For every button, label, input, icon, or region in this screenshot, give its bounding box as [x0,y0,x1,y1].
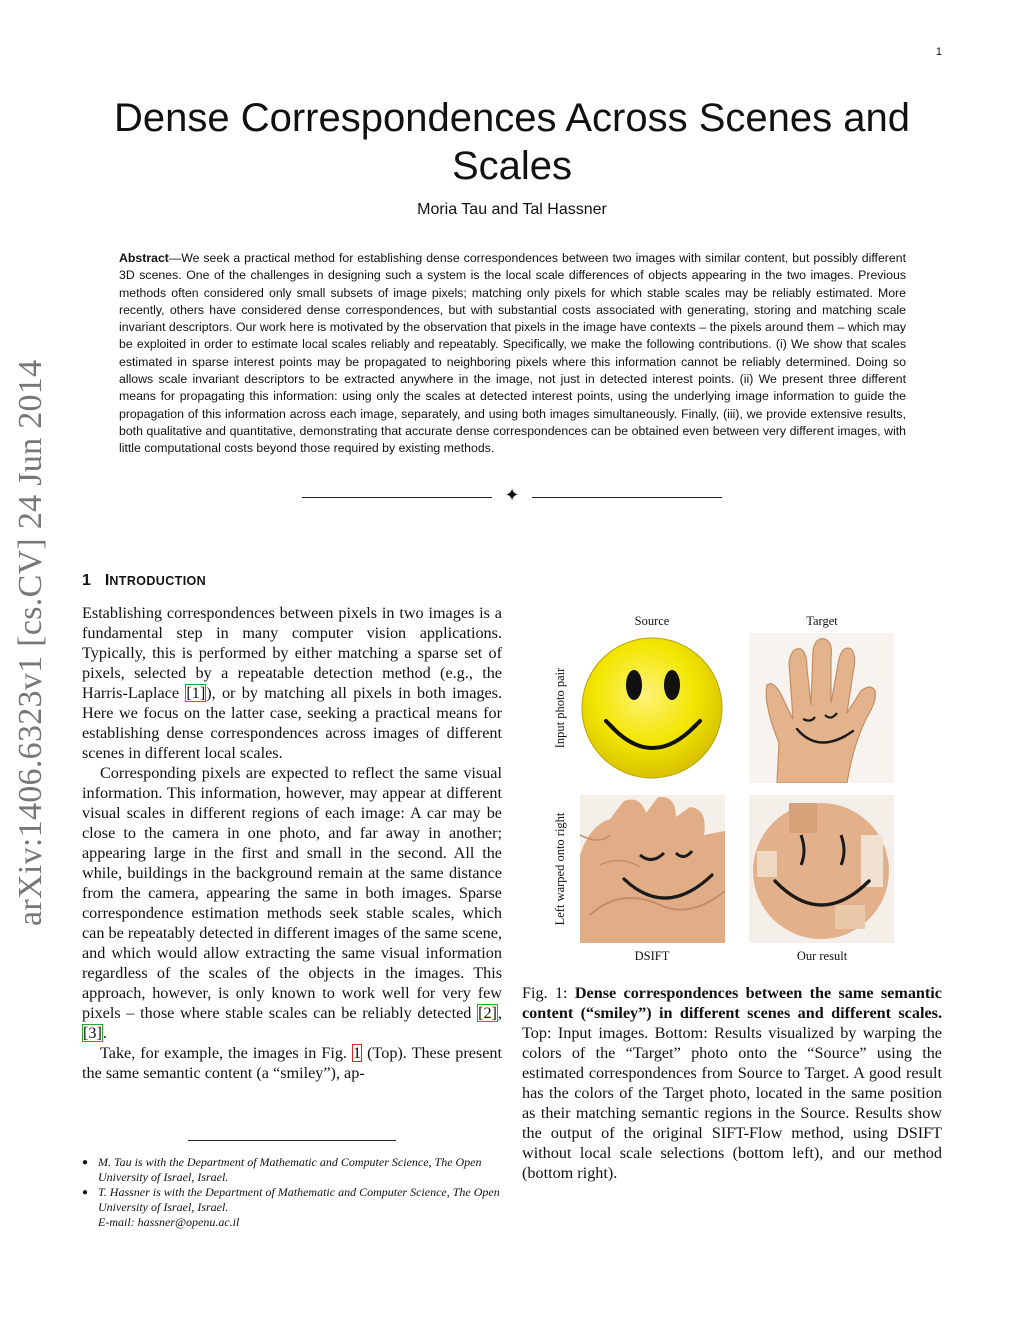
caption-bold: Dense correspondences between the same semantic content (“smiley”) in different scenes and different scales. [522,984,942,1022]
footnote: ● T. Hassner is with the Department of Mathematic and Computer Science, The Open University of Israel, Israel. E-mail: hassner@openu.ac.il [82,1185,500,1229]
caption-text: Top: Input images. Bottom: Results visualized by warping the colors of the “Target” photo onto the “Source” using the estimated correspondences from Source to Target. A good result has the colors of the Target photo, located in the same position as their matching semantic regions in the Source. Results show the output of the original SIFT-Flow method, using DSIFT without local scale selections (bottom left), and our method (bottom right). [522,1024,942,1182]
section-title-initial: I [104,572,110,589]
caption-label: Fig. 1: [522,984,575,1002]
section-divider [302,485,722,505]
paragraph-2: Corresponding pixels are expected to reflect the same visual information. This information, however, may appear at different visual scales in different regions of each image: A car may be close to the camera in one photo, and far away in another; appearing large in the first and small in the second. All the while, buildings in the background remain at the same distance from the camera, appearing the same in both images. Sparse correspondence estimation methods seek stable scales, which can be repeatably detected in different images of the same scene, and which would allow extracting the same visual information regardless of the scales of the objects in the images. This approach, however, is only known to work well for very few pixels – those where stable scales can be reliably detected [2], [3]. [82,764,502,1042]
arxiv-stamp: arXiv:1406.6323v1 [cs.CV] 24 Jun 2014 [12,359,49,926]
figure-caption [522,983,942,1183]
figure-label-dsift: DSIFT [634,949,670,963]
abstract [119,250,906,458]
divider-star-icon: ✦ [504,485,520,505]
citation-link[interactable]: [2] [478,1004,497,1022]
our-result-image [749,795,894,943]
citation-link[interactable]: [1] [186,684,206,702]
section-heading [82,572,206,590]
citation-link[interactable]: [3] [83,1024,102,1042]
intro-body [82,603,502,1083]
footnote-rule [188,1140,396,1141]
footnote: ● M. Tau is with the Department of Mathematic and Computer Science, The Open University of Israel, Israel. [82,1155,482,1184]
source-smiley-image [580,633,725,783]
paper-authors: Moria Tau and Tal Hassner [417,201,607,218]
abstract-text: —We seek a practical method for establishing dense correspondences between two images with similar content, but possibly different 3D scenes. One of the challenges in designing such a system is the local scale differences of objects appearing in the two images. Previous methods often considered only small subsets of image pixels; matching only pixels for which stable scales may be reliably estimated. More recently, others have considered dense correspondences, but with substantial costs associated with generating, storing and matching scale invariant descriptors. Our work here is motivated by the observation that pixels in the image have contexts – the pixels around them – which may be exploited in order to estimate local scales reliably and repeatably. Specifically, we make the following contributions. (i) We show that scales estimated in sparse interest points may be propagated to neighboring pixels where this information cannot be reliably determined. Doing so allows scale invariant descriptors to be extracted anywhere in the image, not just in detected interest points. (ii) We present three different means for propagating this information: using only the scales at detected interest points, using the underlying image information to guide the propagation of this information across each image, separately, and using both images simultaneously. Finally, (iii), we provide extensive results, both qualitative and quantitative, demonstrating that accurate dense correspondences can be obtained even between very different images, with little computational costs beyond those required by existing methods. [119,251,906,456]
paragraph-3: Take, for example, the images in Fig. 1 (Top). These present the same semantic content (a “smiley”), ap- [82,1044,502,1082]
dsift-result-image [580,795,725,943]
figure-label-source: Source [634,614,670,628]
page-number: 1 [935,46,942,58]
section-number: 1 [82,572,91,589]
figure-link[interactable]: 1 [352,1044,362,1062]
figure-label-input-pair: Input photo pair [553,667,567,749]
figure-label-warped: Left warped onto right [553,812,567,926]
abstract-label: Abstract [119,251,169,265]
paragraph-1: Establishing correspondences between pixels in two images is a fundamental step in many computer vision applications. Typically, this is performed by either matching a sparse set of pixels, selected by a repeatable detection method (e.g., the Harris-Laplace [1]), or by matching all pixels in both images. Here we focus on the latter case, seeking a practical means for establishing dense correspondences across images of different scenes in different local scales. [82,604,503,762]
paper-title: Dense Correspondences Across Scenes and Scales [113,96,910,188]
section-title-rest: NTRODUCTION [109,574,207,588]
footnotes [82,1155,502,1230]
figure-label-target: Target [806,614,838,628]
target-hand-image [749,633,894,783]
figure-label-our-result: Our result [796,949,848,963]
